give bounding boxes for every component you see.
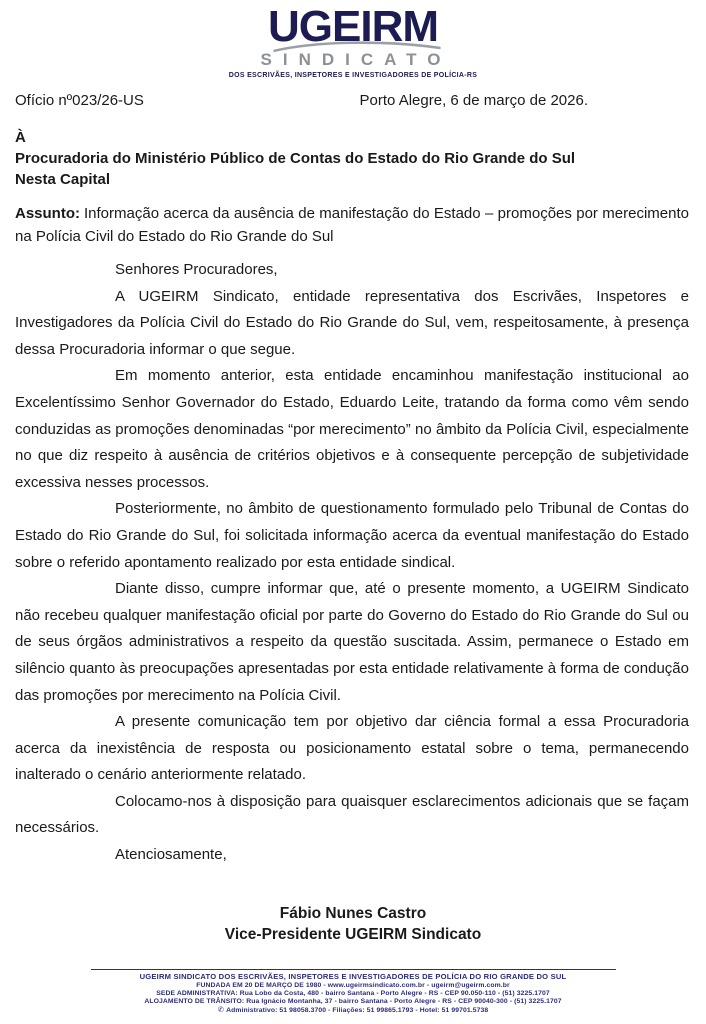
footer-address-admin: SEDE ADMINISTRATIVA: Rua Lobo da Costa, 480 - bairro Santana - Porto Alegre - RS - CEP 90.050-110 - (51) 3225.1707 bbox=[156, 989, 550, 997]
paragraph: Em momento anterior, esta entidade encaminhou manifestação institucional ao Excelentíssimo Senhor Governador do Estado, Eduardo Leite, tratando da forma como vêm sendo conduzidas as promoções denominadas “por merecimento” no âmbito da Polícia Civil, especialmente no que diz respeito à ausência de critérios objetivos e à consequente percepção de subjetividade excessiva nesses processos. bbox=[15, 367, 689, 491]
signature-block bbox=[0, 903, 706, 945]
letterhead-footer bbox=[0, 969, 706, 1014]
footer-contact-line bbox=[0, 1006, 706, 1014]
logo-title-wrap bbox=[268, 2, 438, 51]
paragraph: Posteriormente, no âmbito de questionamento formulado pelo Tribunal de Contas do Estado do Rio Grande do Sul, foi solicitada informação acerca da eventual manifestação do Estado sobre o referido apontamento realizado por esta entidade sindical. bbox=[15, 500, 689, 571]
paragraph: Diante disso, cumpre informar que, até o presente momento, a UGEIRM Sindicato não recebeu qualquer manifestação oficial por parte do Governo do Estado do Rio Grande do Sul ou de seus órgãos administrativos a respeito da questão suscitada. Assim, permanece o Estado em silêncio quanto às preocupações apresentadas por esta entidade relativamente à forma de condução das promoções por merecimento na Polícia Civil. bbox=[15, 580, 689, 704]
signatory-role: Vice-Presidente UGEIRM Sindicato bbox=[224, 926, 482, 943]
logo-title: UGEIRM bbox=[268, 2, 438, 51]
footer-org-name: UGEIRM SINDICATO DOS ESCRIVÃES, INSPETORES E INVESTIGADORES DE POLÍCIA DO RIO GRANDE DO SUL bbox=[139, 971, 567, 981]
recipient-block bbox=[15, 127, 689, 190]
footer-founded-line: FUNDADA EM 20 DE MARÇO DE 1980 - www.ugeirmsindicato.com.br - ugeirm@ugeirm.com.br bbox=[196, 981, 510, 989]
footer-divider bbox=[91, 969, 616, 970]
subject-block bbox=[15, 203, 689, 248]
letterhead-logo bbox=[0, 0, 706, 79]
paragraph: Colocamo-nos à disposição para quaisquer esclarecimentos adicionais que se façam necessários. bbox=[15, 792, 689, 837]
subject-label: Assunto: bbox=[15, 205, 80, 222]
whatsapp-icon: ✆ bbox=[217, 1004, 225, 1014]
signatory-name: Fábio Nunes Castro bbox=[279, 905, 427, 922]
subject-text: Informação acerca da ausência de manifestação do Estado – promoções por merecimento na Polícia Civil do Estado do Rio Grande do Sul bbox=[15, 205, 689, 245]
recipient-location: Nesta Capital bbox=[15, 171, 111, 188]
paragraph: A UGEIRM Sindicato, entidade representativa dos Escrivães, Inspetores e Investigadores da Polícia Civil do Estado do Rio Grande do Sul, vem, respeitosamente, à presença dessa Procuradoria informar o que segue. bbox=[15, 287, 689, 358]
greeting: Senhores Procuradores, bbox=[115, 261, 278, 278]
recipient-name: Procuradoria do Ministério Público de Contas do Estado do Rio Grande do Sul bbox=[15, 150, 576, 167]
place-date: Porto Alegre, 6 de março de 2026. bbox=[359, 92, 588, 109]
paragraph: A presente comunicação tem por objetivo dar ciência formal a essa Procuradoria acerca da inexistência de resposta ou posicionamento estatal sobre o tema, permanecendo inalterado o cenário anteriormente relatado. bbox=[15, 713, 689, 784]
closing: Atenciosamente, bbox=[115, 846, 227, 864]
office-reference: Ofício nº023/26-US bbox=[15, 92, 144, 109]
recipient-salutation: À bbox=[15, 129, 26, 146]
reference-row bbox=[0, 91, 706, 111]
footer-address-lodging: ALOJAMENTO DE TRÂNSITO: Rua Ignácio Montanha, 37 - bairro Santana - Porto Alegre - RS - CEP 90040-300 - (51) 3225.1707 bbox=[144, 997, 562, 1005]
logo-tagline: DOS ESCRIVÃES, INSPETORES E INVESTIGADORES DE POLÍCIA-RS bbox=[228, 72, 478, 79]
logo-subtitle: SINDICATO bbox=[260, 50, 452, 69]
letter-body bbox=[15, 257, 689, 869]
footer-phones: Administrativo: 51 98058.3700 - Filiações: 51 99865.1793 - Hotel: 51 99701.5738 bbox=[226, 1006, 489, 1014]
